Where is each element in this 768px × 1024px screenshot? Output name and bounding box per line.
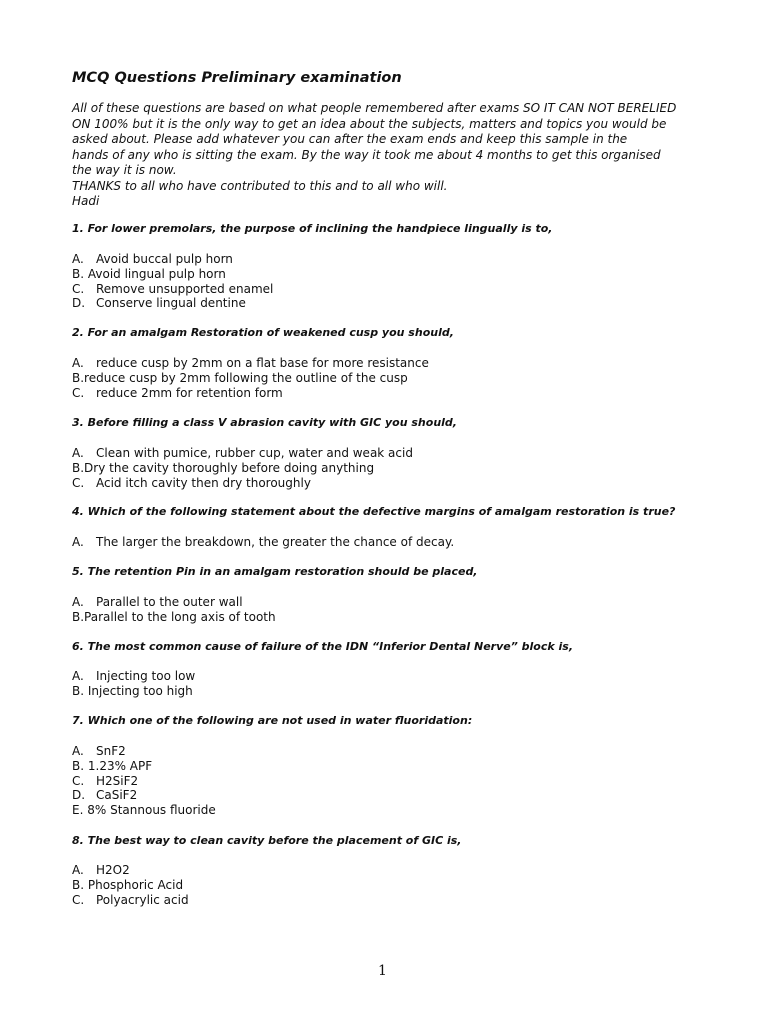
option-text: H2SiF2: [96, 773, 139, 788]
option-a: [72, 252, 273, 267]
option-label: D.: [72, 788, 86, 803]
option-text: Injecting too high: [87, 683, 193, 698]
page-number: 1: [378, 963, 387, 979]
option-text: Acid itch cavity then dry thoroughly: [96, 475, 311, 490]
option-text: Phosphoric Acid: [87, 877, 184, 892]
option-label: B.: [72, 460, 85, 475]
intro-line: Hadi: [72, 194, 100, 208]
question-7: 7. Which one of the following are not used in water fluoridation:: [72, 714, 473, 727]
question-5-options: [72, 595, 276, 625]
intro-line: All of these questions are based on what people remembered after exams SO IT CAN NOT BERELIED: [72, 101, 677, 115]
option-label: A.: [72, 446, 84, 460]
option-label: E.: [72, 803, 84, 818]
question-2-options: [72, 356, 429, 400]
option-label: C.: [72, 892, 85, 907]
option-label: A.: [72, 744, 84, 758]
question-2: 2. For an amalgam Restoration of weakened cusp you should,: [72, 326, 454, 339]
option-d: [72, 788, 216, 803]
option-b: [72, 878, 189, 893]
question-4: 4. Which of the following statement about the defective margins of amalgam restoration is true?: [72, 505, 676, 518]
option-text: Parallel to the long axis of tooth: [84, 609, 276, 624]
option-label: C.: [72, 281, 85, 296]
option-e: [72, 803, 216, 818]
question-8: 8. The best way to clean cavity before the placement of GIC is,: [72, 834, 462, 847]
option-label: A.: [72, 595, 84, 609]
question-5: 5. The retention Pin in an amalgam restoration should be placed,: [72, 565, 478, 578]
option-b: [72, 461, 413, 476]
option-label: D.: [72, 296, 86, 311]
option-a: [72, 669, 195, 684]
question-8-options: [72, 863, 189, 907]
option-label: B.: [72, 370, 85, 385]
option-text: SnF2: [96, 744, 126, 758]
option-text: reduce cusp by 2mm following the outline of the cusp: [84, 370, 408, 385]
question-6-options: [72, 669, 195, 699]
option-c: [72, 282, 273, 297]
option-text: Conserve lingual dentine: [96, 296, 246, 311]
option-c: [72, 774, 216, 789]
option-label: B.: [72, 266, 85, 281]
option-text: Parallel to the outer wall: [96, 595, 243, 609]
option-label: C.: [72, 475, 85, 490]
option-text: Avoid lingual pulp horn: [87, 266, 226, 281]
option-b: [72, 610, 276, 625]
option-label: C.: [72, 773, 85, 788]
option-text: CaSiF2: [96, 788, 138, 803]
option-b: [72, 371, 429, 386]
question-3: 3. Before filling a class V abrasion cavity with GIC you should,: [72, 416, 457, 429]
option-label: B.: [72, 609, 85, 624]
option-text: Polyacrylic acid: [96, 892, 189, 907]
option-a: [72, 356, 429, 371]
intro-line: the way it is now.: [72, 163, 177, 177]
option-text: 1.23% APF: [87, 758, 153, 773]
option-text: Dry the cavity thoroughly before doing anything: [84, 460, 375, 475]
option-label: A.: [72, 252, 84, 266]
intro-line: ON 100% but it is the only way to get an idea about the subjects, matters and topics you would be: [72, 116, 667, 131]
intro-line: THANKS to all who have contributed to this and to all who will.: [72, 178, 448, 193]
option-c: [72, 476, 413, 491]
option-a: [72, 446, 413, 461]
option-b: [72, 684, 195, 699]
option-a: [72, 595, 276, 610]
option-c: [72, 893, 189, 908]
option-a: [72, 535, 454, 550]
intro-line: asked about. Please add whatever you can after the exam ends and keep this sample in the: [72, 132, 628, 146]
option-text: reduce cusp by 2mm on a flat base for more resistance: [96, 356, 429, 370]
question-4-options: [72, 535, 454, 550]
option-text: Clean with pumice, rubber cup, water and weak acid: [96, 446, 413, 460]
question-3-options: [72, 446, 413, 490]
option-label: B.: [72, 877, 85, 892]
option-label: A.: [72, 356, 84, 370]
option-label: A.: [72, 863, 84, 877]
option-b: [72, 267, 273, 282]
question-7-options: [72, 744, 216, 818]
option-text: 8% Stannous fluoride: [87, 803, 216, 818]
option-label: A.: [72, 535, 84, 549]
option-c: [72, 386, 429, 401]
option-b: [72, 759, 216, 774]
intro-line: hands of any who is sitting the exam. By the way it took me about 4 months to get this organised: [72, 147, 661, 162]
option-a: [72, 863, 189, 878]
option-label: B.: [72, 758, 85, 773]
question-1: 1. For lower premolars, the purpose of inclining the handpiece lingually is to,: [72, 222, 553, 235]
intro-paragraph: [72, 101, 697, 210]
option-label: A.: [72, 669, 84, 683]
option-text: H2O2: [96, 863, 130, 877]
option-text: Avoid buccal pulp horn: [96, 252, 233, 266]
question-6: 6. The most common cause of failure of the IDN “Inferior Dental Nerve” block is,: [72, 640, 574, 653]
option-text: Remove unsupported enamel: [96, 281, 274, 296]
option-text: reduce 2mm for retention form: [96, 385, 283, 400]
option-text: Injecting too low: [96, 669, 196, 683]
option-d: [72, 296, 273, 311]
option-label: B.: [72, 683, 85, 698]
option-label: C.: [72, 385, 85, 400]
question-1-options: [72, 252, 273, 311]
option-text: The larger the breakdown, the greater the chance of decay.: [96, 535, 455, 549]
option-a: [72, 744, 216, 759]
document-title: MCQ Questions Preliminary examination: [72, 70, 402, 86]
